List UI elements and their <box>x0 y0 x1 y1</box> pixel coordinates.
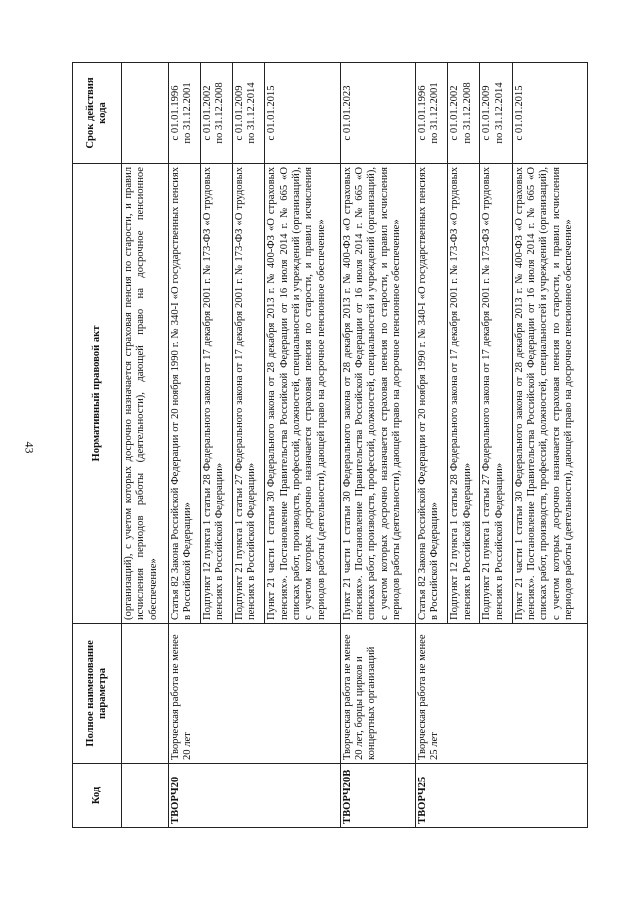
parameter-name-cell: Творческая работа не менее 20 лет, борцы цирков и концертных организаций <box>340 624 415 764</box>
table-row <box>415 63 447 828</box>
table-body <box>122 63 588 828</box>
legal-act-cell: Статья 82 Закона Российской Федерации от 20 ноября 1990 г. № 340-I «О государственных пенсиях в Российской Федерации» <box>415 164 447 624</box>
legal-act-cell: Статья 82 Закона Российской Федерации от 20 ноября 1990 г. № 340-I «О государственных пенсиях в Российской Федерации» <box>168 164 200 624</box>
validity-period-cell: с 01.01.2002 по 31.12.2008 <box>448 63 480 164</box>
legal-act-cell: Подпункт 12 пункта 1 статьи 28 Федерального закона от 17 декабря 2001 г. № 173-ФЗ «О трудовых пенсиях в Российской Федерации» <box>200 164 232 624</box>
validity-period-cell: с 01.01.2009 по 31.12.2014 <box>480 63 512 164</box>
code-cell: ТВОРЧ20 <box>168 764 340 828</box>
code-cell: ТВОРЧ20В <box>340 764 415 828</box>
validity-period-cell: с 01.01.2023 <box>340 63 415 164</box>
regulation-table <box>72 62 588 828</box>
validity-period-cell: с 01.01.1996 по 31.12.2001 <box>415 63 447 164</box>
validity-period-cell <box>122 63 169 164</box>
table-row <box>340 63 415 828</box>
legal-act-cell: Подпункт 21 пункта 1 статьи 27 Федерального закона от 17 декабря 2001 г. № 173-ФЗ «О трудовых пенсиях в Российской Федерации» <box>480 164 512 624</box>
legal-act-cell: Пункт 21 части 1 статьи 30 Федерального закона от 28 декабря 2013 г. № 400-ФЗ «О страховых пенсиях». Постановление Правительства Российской Федерации от 16 июля 2014 г. № 665 «О списках работ, производств, профессий, должностей, специальностей и учреждений (организаций), с учетом которых досрочно назначается страховая пенсия по старости, и правил исчисления периодов работы (деятельности), дающей право на досрочное пенсионное обеспечение» <box>340 164 415 624</box>
table-header-row <box>73 63 122 828</box>
table-row <box>122 63 169 828</box>
code-cell: ТВОРЧ25 <box>415 764 587 828</box>
validity-period-cell: с 01.01.2009 по 31.12.2014 <box>233 63 265 164</box>
legal-act-cell: Пункт 21 части 1 статьи 30 Федерального закона от 28 декабря 2013 г. № 400-ФЗ «О страховых пенсиях». Постановление Правительства Российской Федерации от 16 июля 2014 г. № 665 «О списках работ, производств, профессий, должностей, специальностей и учреждений (организаций), с учетом которых досрочно назначается страховая пенсия по старости, и правил исчисления периодов работы (деятельности), дающей право на досрочное пенсионное обеспечение» <box>512 164 587 624</box>
rotated-table-container <box>72 63 588 828</box>
validity-period-cell: с 01.01.2015 <box>512 63 587 164</box>
table-row <box>168 63 200 828</box>
legal-act-cell: Подпункт 21 пункта 1 статьи 27 Федерального закона от 17 декабря 2001 г. № 173-ФЗ «О трудовых пенсиях в Российской Федерации» <box>233 164 265 624</box>
legal-act-cell: Подпункт 12 пункта 1 статьи 28 Федерального закона от 17 декабря 2001 г. № 173-ФЗ «О трудовых пенсиях в Российской Федерации» <box>448 164 480 624</box>
legal-act-cell: Пункт 21 части 1 статьи 30 Федерального закона от 28 декабря 2013 г. № 400-ФЗ «О страховых пенсиях». Постановление Правительства Российской Федерации от 16 июля 2014 г. № 665 «О списках работ, производств, профессий, должностей, специальностей и учреждений (организаций), с учетом которых досрочно назначается страховая пенсия по старости, и правил исчисления периодов работы (деятельности), дающей право на досрочное пенсионное обеспечение» <box>265 164 340 624</box>
header-name: Полное наименование параметра <box>73 624 122 764</box>
code-cell <box>122 764 169 828</box>
header-code: Код <box>73 764 122 828</box>
header-act: Нормативный правовой акт <box>73 164 122 624</box>
validity-period-cell: с 01.01.2002 по 31.12.2008 <box>200 63 232 164</box>
legal-act-cell: (организаций), с учетом которых досрочно назначается страховая пенсия по старости, и правил исчисления периодов работы (деятельности), дающей право на досрочное пенсионное обеспечение» <box>122 164 169 624</box>
parameter-name-cell <box>122 624 169 764</box>
parameter-name-cell: Творческая работа не менее 25 лет <box>415 624 587 764</box>
validity-period-cell: с 01.01.2015 <box>265 63 340 164</box>
page-number: 43 <box>22 441 37 454</box>
parameter-name-cell: Творческая работа не менее 20 лет <box>168 624 340 764</box>
header-period: Срок действия кода <box>73 63 122 164</box>
validity-period-cell: с 01.01.1996 по 31.12.2001 <box>168 63 200 164</box>
